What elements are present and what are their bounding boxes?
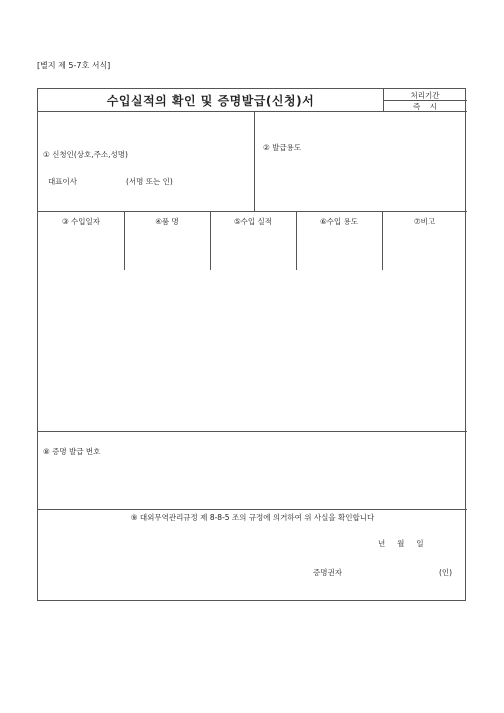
certificate-bottom-line (38, 509, 467, 510)
signature-label: (서명 또는 인) (126, 177, 173, 186)
column-item-name: ④품 명 (155, 217, 179, 226)
confirmation-text: ⑨ 대외무역관리규정 제 8-8-5 조의 규정에 의거하여 위 사실을 확인합니다 (130, 513, 375, 522)
column-import-record: ⑤수입 실적 (233, 217, 273, 226)
application-form (37, 88, 466, 601)
table-bottom-line (38, 431, 467, 432)
processing-value: 즉 시 (412, 102, 438, 111)
processing-label: 처리기간 (410, 91, 440, 100)
applicant-bottom-line (38, 211, 467, 212)
column-import-date: ③ 수입일자 (61, 217, 101, 226)
applicant-purpose-divider (254, 111, 255, 211)
column-remarks: ⑦비고 (413, 217, 436, 226)
authority-seal: (인) (439, 568, 453, 577)
authority-label: 증명권자 (313, 568, 342, 577)
confirmation-date: 년 월 일 (378, 539, 424, 548)
applicant-label: ① 신청인(상호,주소,성명) (43, 150, 128, 159)
form-title: 수입실적의 확인 및 증명발급(신청)서 (106, 94, 315, 108)
purpose-label: ② 발급용도 (263, 143, 302, 152)
form-number: [별지 제 5-7호 서식] (37, 61, 111, 70)
representative-label: 대표이사 (48, 177, 77, 186)
header-bottom-line (38, 111, 467, 112)
column-import-use: ⑥수입 용도 (319, 217, 359, 226)
certificate-number-label: ⑧ 증명 발급 번호 (43, 447, 101, 456)
